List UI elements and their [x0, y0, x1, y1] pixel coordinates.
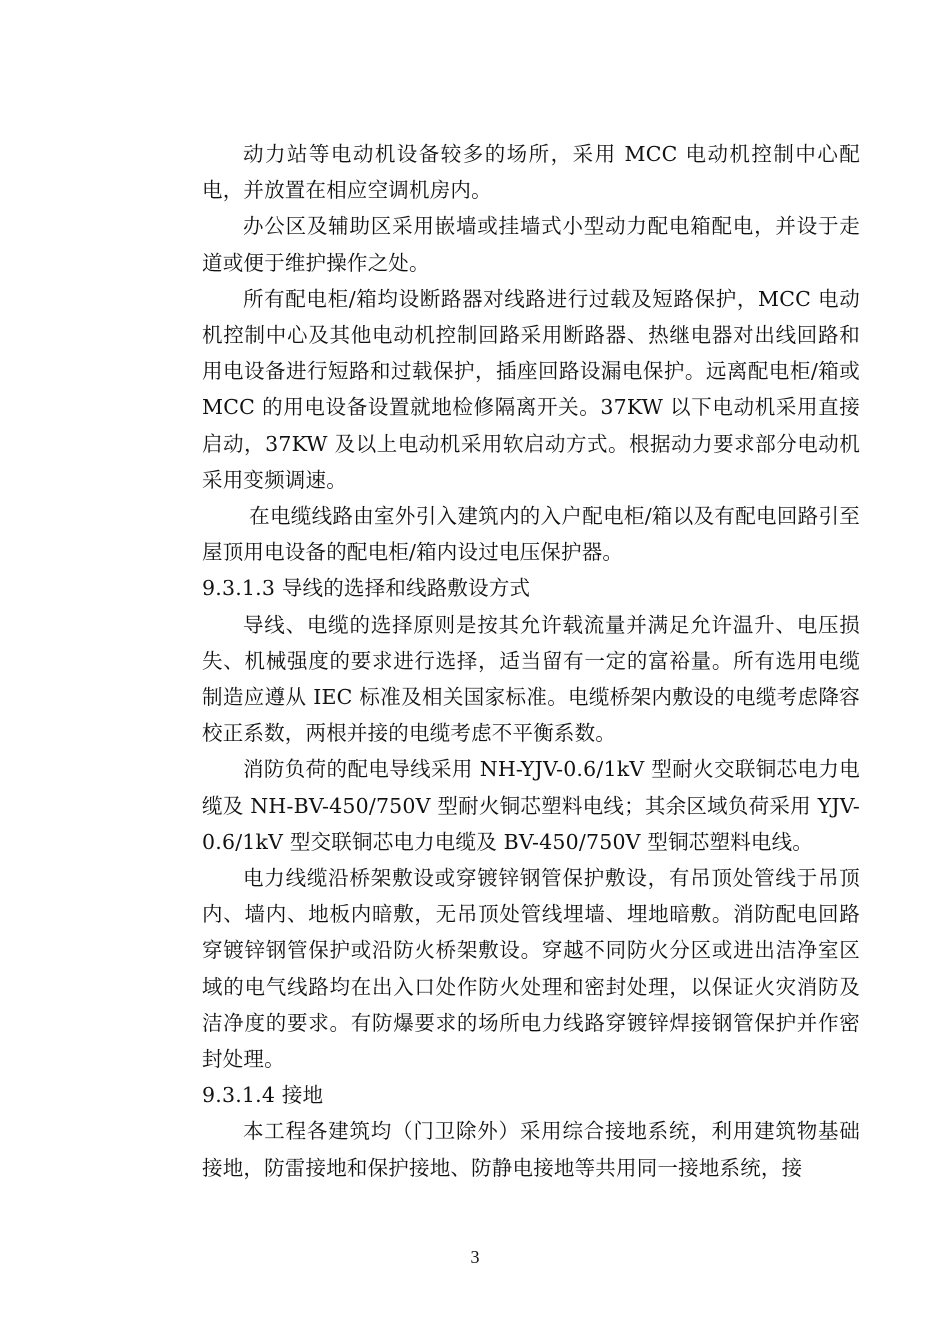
paragraph-fire-load-cables: 消防负荷的配电导线采用 NH-YJV-0.6/1kV 型耐火交联铜芯电力电缆及 NH-BV-450/750V 型耐火铜芯塑料电线；其余区域负荷采用 YJV-0.6/1kV 型交联铜芯电力电缆及 BV-450/750V 型铜芯塑料电线。	[202, 757, 860, 854]
section-heading-grounding: 9.3.1.4 接地	[202, 1083, 324, 1108]
paragraph-cable-selection-principle: 导线、电缆的选择原则是按其允许载流量并满足允许温升、电压损失、机械强度的要求进行选择，适当留有一定的富裕量。所有选用电缆制造应遵从 IEC 标准及相关国家标准。电缆桥架内敷设的电缆考虑降容校正系数，两根并接的电缆考虑不平衡系数。	[202, 612, 860, 746]
paragraph-overvoltage-protector: 在电缆线路由室外引入建筑内的入户配电柜/箱以及有配电回路引至屋顶用电设备的配电柜/箱内设过电压保护器。	[202, 504, 860, 565]
paragraph-mcc-control-center: 动力站等电动机设备较多的场所，采用 MCC 电动机控制中心配电，并放置在相应空调机房内。	[202, 142, 860, 203]
paragraph-breaker-protection: 所有配电柜/箱均设断路器对线路进行过载及短路保护，MCC 电动机控制中心及其他电动机控制回路采用断路器、热继电器对出线回路和用电设备进行短路和过载保护，插座回路设漏电保护。远离配电柜/箱或 MCC 的用电设备设置就地检修隔离开关。37KW 以下电动机采用直接启动，37KW 及以上电动机采用软启动方式。根据动力要求部分电动机采用变频调速。	[202, 286, 860, 492]
section-heading-wire-selection: 9.3.1.3 导线的选择和线路敷设方式	[202, 576, 531, 601]
paragraph-grounding-system: 本工程各建筑均（门卫除外）采用综合接地系统，利用建筑物基础接地，防雷接地和保护接地、防静电接地等共用同一接地系统，接	[202, 1119, 860, 1180]
document-body	[202, 136, 860, 1186]
paragraph-cable-laying: 电力线缆沿桥架敷设或穿镀锌钢管保护敷设，有吊顶处管线于吊顶内、墙内、地板内暗敷，无吊顶处管线埋墙、埋地暗敷。消防配电回路穿镀锌钢管保护或沿防火桥架敷设。穿越不同防火分区或进出洁净室区域的电气线路均在出入口处作防火处理和密封处理，以保证火灾消防及洁净度的要求。有防爆要求的场所电力线路穿镀锌焊接钢管保护并作密封处理。	[202, 866, 860, 1072]
page-number: 3	[470, 1247, 480, 1267]
paragraph-office-distribution: 办公区及辅助区采用嵌墙或挂墙式小型动力配电箱配电，并设于走道或便于维护操作之处。	[202, 214, 860, 275]
